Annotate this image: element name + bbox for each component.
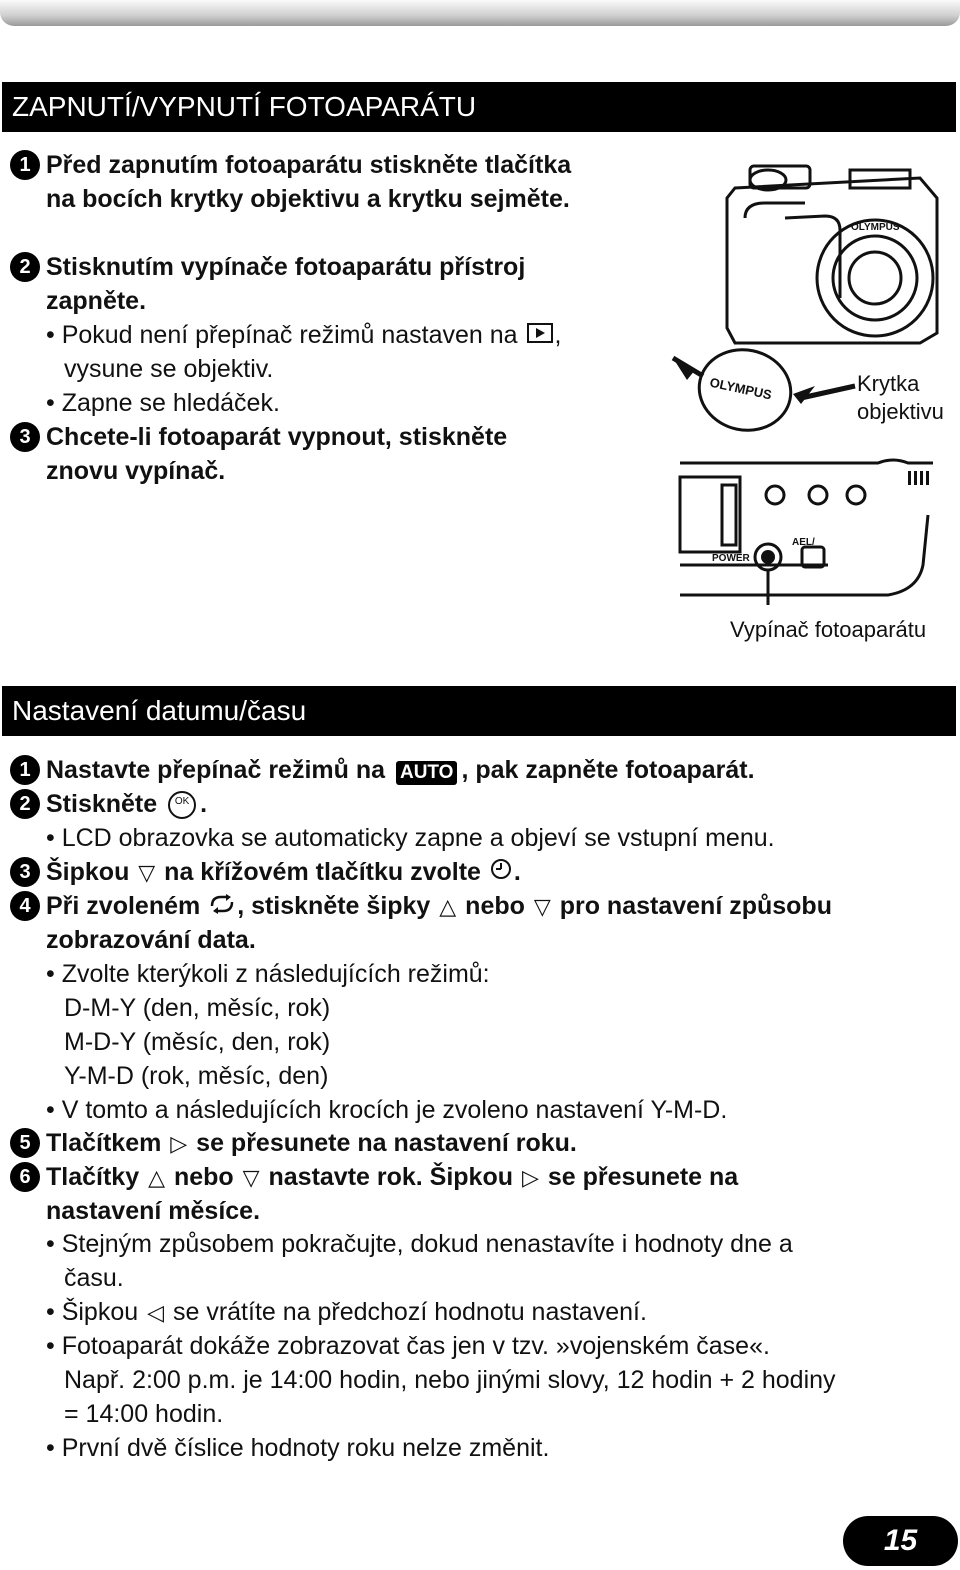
bullet-continue-line2: času. (64, 1264, 124, 1292)
bullet-military-line1: • Fotoaparát dokáže zobrazovat čas jen v tzv. »vojenském čase«. (46, 1332, 770, 1360)
date-step-4-text-c: nebo (465, 892, 525, 920)
date-step-3-text-a: Šipkou (46, 858, 130, 886)
top-decor-bar (0, 0, 960, 26)
auto-mode-icon: AUTO (396, 761, 457, 785)
arrow-down-icon: ▽ (242, 1165, 260, 1190)
camera-brand-text: OLYMPUS (851, 222, 900, 233)
date-step-6-text-a: Tlačítky (46, 1163, 140, 1191)
step-3-line2: znovu vypínač. (46, 457, 226, 485)
bullet-lens-extends: vysune se objektiv. (64, 355, 274, 383)
bullet-back-text-b: se vrátíte na předchozí hodnotu nastavení. (172, 1298, 647, 1326)
arrow-left-icon: ◁ (147, 1300, 165, 1325)
date-step-2 (46, 789, 207, 819)
bullet-play-mode: • Pokud není přepínač režimů nastaven na , (46, 321, 562, 349)
ok-button-icon: OK (168, 791, 196, 819)
step-number-2: 2 (10, 252, 40, 282)
step-number-6: 6 (10, 1162, 40, 1192)
date-step-4-text-d: pro nastavení způsobu (559, 892, 832, 920)
section-title: ZAPNUTÍ/VYPNUTÍ FOTOAPARÁTU (12, 91, 477, 122)
step-number-1: 1 (10, 755, 40, 785)
bullet-year-digits: • První dvě číslice hodnoty roku nelze změnit. (46, 1434, 550, 1462)
step-number-3: 3 (10, 422, 40, 452)
date-mode-dmy: D-M-Y (den, měsíc, rok) (64, 994, 331, 1022)
date-step-6-line2: nastavení měsíce. (46, 1197, 261, 1225)
arrow-up-icon: △ (439, 894, 457, 919)
cycle-arrows-icon (209, 892, 235, 922)
date-step-6-text-c: nastavte rok. Šipkou (268, 1163, 514, 1191)
step-number-3: 3 (10, 857, 40, 887)
step-1-line1: Před zapnutím fotoaparátu stiskněte tlačítka (46, 151, 572, 179)
page-number: 15 (843, 1516, 958, 1566)
date-step-4-line2: zobrazování data. (46, 926, 256, 954)
step-1-line2: na bocích krytky objektivu a krytku sejměte. (46, 185, 570, 213)
date-mode-mdy: M-D-Y (měsíc, den, rok) (64, 1028, 331, 1056)
bullet-back (46, 1297, 647, 1328)
date-step-1-text-a: Nastavte přepínač režimů na (46, 756, 386, 784)
date-step-1-text-b: , pak zapněte fotoaparát. (461, 756, 755, 784)
bullet-military-line2: Např. 2:00 p.m. je 14:00 hodin, nebo jinými slovy, 12 hodin + 2 hodiny (64, 1366, 836, 1394)
date-step-5 (46, 1128, 577, 1159)
power-text: POWER (712, 553, 750, 564)
date-step-4-bullet1: • Zvolte kterýkoli z následujících režimů: (46, 960, 490, 988)
date-step-3 (46, 857, 521, 888)
date-step-6-text-d: se přesunete na (547, 1163, 739, 1191)
bullet-viewfinder: • Zapne se hledáček. (46, 389, 280, 417)
bullet-back-text-a: • Šipkou (46, 1298, 139, 1326)
date-step-4-bullet2: • V tomto a následujících krocích je zvoleno nastavení Y-M-D. (46, 1096, 728, 1124)
date-step-5-text-b: se přesunete na nastavení roku. (196, 1129, 577, 1157)
step-number-4: 4 (10, 891, 40, 921)
step-number-5: 5 (10, 1128, 40, 1158)
section-header-power (2, 82, 956, 132)
step-number-2: 2 (10, 789, 40, 819)
lens-cap-brand-text: OLYMPUS (708, 374, 774, 403)
section-title: Nastavení datumu/času (12, 695, 307, 726)
step-number-1: 1 (10, 150, 40, 180)
bullet-continue-line1: • Stejným způsobem pokračujte, dokud nenastavíte i hodnoty dne a (46, 1230, 793, 1258)
step-2-line2: zapněte. (46, 287, 147, 315)
arrow-down-icon: ▽ (533, 894, 551, 919)
arrow-up-icon: △ (148, 1165, 165, 1190)
bullet-military-line3: = 14:00 hodin. (64, 1400, 224, 1428)
label-power-switch: Vypínač fotoaparátu (730, 617, 927, 642)
date-step-4-text-b: , stiskněte šipky (237, 892, 431, 920)
label-lens-cap-2: objektivu (857, 399, 944, 424)
ael-text: AEL/ (792, 537, 815, 548)
play-mode-icon (527, 321, 553, 351)
date-step-4 (46, 891, 832, 922)
date-step-1 (46, 755, 755, 785)
date-step-5-text-a: Tlačítkem (46, 1129, 162, 1157)
bullet-play-mode-text: • Pokud není přepínač režimů nastaven na (46, 321, 518, 349)
date-step-2-period: . (200, 790, 208, 818)
clock-icon (490, 858, 512, 888)
arrow-right-icon: ▷ (170, 1131, 188, 1156)
date-step-2-bullet: • LCD obrazovka se automaticky zapne a objeví se vstupní menu. (46, 824, 775, 852)
camera-top-illustration (678, 455, 958, 615)
arrow-right-icon: ▷ (521, 1165, 539, 1190)
date-mode-ymd: Y-M-D (rok, měsíc, den) (64, 1062, 329, 1090)
step-2-line1: Stisknutím vypínače fotoaparátu přístroj (46, 253, 526, 281)
label-lens-cap-1: Krytka (857, 371, 920, 396)
date-step-6 (46, 1162, 738, 1193)
section-header-date-time (2, 686, 956, 736)
date-step-3-period: . (513, 858, 521, 886)
date-step-3-text-b: na křížovém tlačítku zvolte (164, 858, 481, 886)
date-step-4-text-a: Při zvoleném (46, 892, 201, 920)
date-step-6-text-b: nebo (173, 1163, 234, 1191)
arrow-down-icon: ▽ (138, 860, 156, 885)
date-step-2-text: Stiskněte (46, 790, 158, 818)
step-3-line1: Chcete-li fotoaparát vypnout, stiskněte (46, 423, 508, 451)
